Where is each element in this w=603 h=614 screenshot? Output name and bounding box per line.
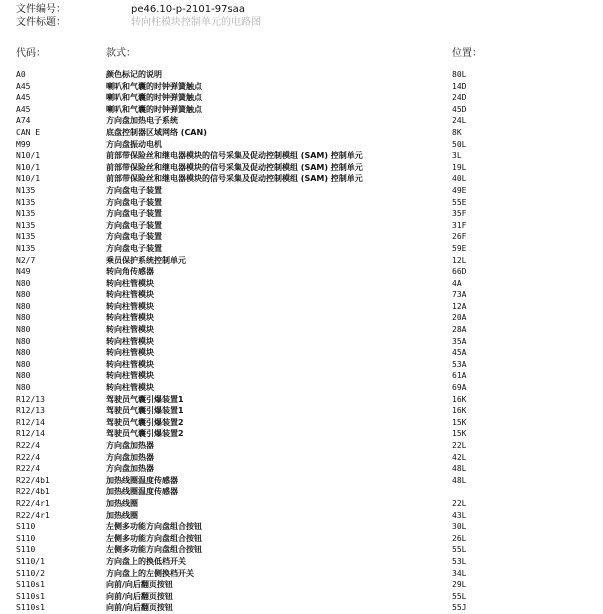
column-header-description: 款式： (106, 48, 136, 59)
table-row (0, 475, 603, 487)
table-row (0, 92, 603, 104)
row-location: 45A (452, 348, 467, 358)
row-location: 55J (452, 603, 467, 613)
row-code: S110/2 (16, 568, 45, 578)
row-code: A45 (16, 81, 31, 91)
row-location: 42L (452, 452, 467, 462)
table-row (0, 568, 603, 580)
row-description: 驾驶员气囊引爆装置2 (106, 417, 184, 427)
row-description: 方向盘加热器 (106, 441, 154, 450)
row-description: 乘员保护系统控制单元 (106, 255, 186, 265)
row-location: 24D (452, 93, 467, 103)
row-location: 16K (452, 394, 467, 404)
row-code: S110 (16, 533, 36, 543)
table-row (0, 533, 603, 545)
row-code: N80 (16, 359, 31, 369)
table-row (0, 428, 603, 440)
doc-title-label: 文件标题： (16, 17, 66, 28)
row-location: 26L (452, 533, 467, 543)
row-code: M99 (16, 139, 31, 149)
table-row (0, 394, 603, 406)
row-code: N80 (16, 371, 31, 381)
row-location: 12L (452, 255, 467, 265)
row-code: R22/4 (16, 452, 41, 462)
row-code: R12/14 (16, 417, 45, 427)
row-code: S110 (16, 522, 36, 532)
table-row (0, 289, 603, 301)
row-description: 加热线圈 (106, 498, 138, 508)
column-header-code: 代码： (16, 48, 46, 59)
table-row (0, 312, 603, 324)
table-row (0, 544, 603, 556)
row-code: A45 (16, 93, 31, 103)
row-location: 53A (452, 359, 467, 369)
row-code: R12/13 (16, 406, 45, 416)
row-description: 驾驶员气囊引爆装置1 (106, 406, 184, 416)
row-location: 4A (452, 278, 462, 288)
row-description: 方向盘电子装置 (106, 243, 162, 253)
table-row (0, 139, 603, 151)
row-location: 55E (452, 197, 467, 207)
row-location: 80L (452, 70, 467, 79)
table-row (0, 452, 603, 464)
row-description: 前部带保险丝和继电器模块的信号采集及促动控制模组 (SAM) 控制单元 (106, 151, 363, 161)
table-row (0, 359, 603, 371)
row-code: R22/4r1 (16, 510, 50, 520)
row-code: R22/4b1 (16, 487, 50, 497)
row-code: N135 (16, 185, 36, 195)
row-description: 方向盘电子装置 (106, 197, 162, 207)
table-row (0, 405, 603, 417)
row-code: A74 (16, 116, 31, 126)
row-code: S110s1 (16, 603, 45, 613)
doc-number-label: 文件编号： (16, 4, 66, 15)
row-description: 方向盘振动电机 (106, 139, 162, 149)
row-description: 方向盘加热电子系统 (106, 116, 178, 126)
row-description: 左侧多功能方向盘组合按钮 (106, 545, 202, 555)
table-row (0, 440, 603, 452)
row-code: N49 (16, 267, 31, 277)
row-code: N80 (16, 313, 31, 323)
row-location: 55L (452, 591, 467, 601)
row-code: N135 (16, 197, 36, 207)
table-row (0, 510, 603, 522)
row-description: 喇叭和气囊的时钟弹簧触点 (106, 104, 202, 114)
row-description: 方向盘上的换低档开关 (106, 556, 186, 566)
row-code: N135 (16, 243, 36, 253)
row-location: 61A (452, 371, 467, 381)
table-row (0, 486, 603, 498)
row-description: 方向盘加热器 (106, 464, 154, 474)
row-location: 3L (452, 151, 462, 161)
row-description: 转向柱管模块 (106, 383, 154, 393)
table-row (0, 208, 603, 220)
table-row (0, 185, 603, 197)
row-code: A45 (16, 104, 31, 114)
row-location: 26F (452, 232, 467, 242)
row-code: N80 (16, 290, 31, 300)
row-description: 驾驶员气囊引爆装置1 (106, 394, 184, 404)
row-description: 前部带保险丝和继电器模块的信号采集及促动控制模组 (SAM) 控制单元 (106, 162, 363, 172)
doc-title-value: 转向柱模块控制单元的电路图 (131, 17, 261, 28)
row-location: 22L (452, 441, 467, 450)
row-location: 30L (452, 522, 467, 532)
table-row (0, 463, 603, 475)
row-description: 向前/向后翻页按钮 (106, 580, 173, 590)
row-code: N10/1 (16, 151, 41, 161)
row-description: 方向盘加热器 (106, 452, 154, 462)
table-row (0, 255, 603, 267)
row-description: 转向柱管模块 (106, 325, 154, 335)
row-description: 颜色标记的说明 (106, 70, 162, 79)
row-code: R12/13 (16, 394, 45, 404)
row-description: 驾驶员气囊引爆装置2 (106, 429, 184, 439)
row-location: 14D (452, 81, 467, 91)
table-row (0, 162, 603, 174)
table-row (0, 81, 603, 93)
row-location: 55L (452, 545, 467, 555)
row-location: 16K (452, 406, 467, 416)
row-description: 转向柱管模块 (106, 313, 154, 323)
row-description: 底盘控制器区域网络 (CAN) (106, 127, 207, 137)
row-location: 28A (452, 325, 467, 335)
row-location: 8K (452, 127, 462, 137)
row-description: 加热线圈 (106, 510, 138, 520)
row-description: 左侧多功能方向盘组合按钮 (106, 533, 202, 543)
table-row (0, 278, 603, 290)
row-description: 喇叭和气囊的时钟弹簧触点 (106, 93, 202, 103)
row-description: 向前/向后翻页按钮 (106, 603, 173, 613)
row-code: CAN E (16, 127, 41, 137)
row-code: N80 (16, 278, 31, 288)
row-description: 转向柱管模块 (106, 348, 154, 358)
row-code: N80 (16, 325, 31, 335)
row-code: N80 (16, 383, 31, 393)
row-code: N80 (16, 301, 31, 311)
table-row (0, 266, 603, 278)
row-description: 转向角传感器 (106, 267, 154, 277)
row-description: 前部带保险丝和继电器模块的信号采集及促动控制模组 (SAM) 控制单元 (106, 174, 363, 184)
row-description: 加热线圈温度传感器 (106, 475, 178, 485)
row-code: N10/1 (16, 162, 41, 172)
row-code: N135 (16, 232, 36, 242)
table-row (0, 579, 603, 591)
row-location: 49E (452, 185, 467, 195)
table-row (0, 197, 603, 209)
row-description: 向前/向后翻页按钮 (106, 591, 173, 601)
table-row (0, 591, 603, 603)
row-description: 左侧多功能方向盘组合按钮 (106, 522, 202, 532)
table-row (0, 115, 603, 127)
table-row (0, 173, 603, 185)
table-row (0, 127, 603, 139)
row-code: R22/4b1 (16, 475, 50, 485)
row-location: 66D (452, 267, 467, 277)
row-code: N10/1 (16, 174, 41, 184)
row-location: 24L (452, 116, 467, 126)
row-location: 53L (452, 556, 467, 566)
row-description: 转向柱管模块 (106, 301, 154, 311)
row-code: S110 (16, 545, 36, 555)
row-code: N80 (16, 348, 31, 358)
row-location: 73A (452, 290, 467, 300)
table-row (0, 150, 603, 162)
row-code: A0 (16, 70, 26, 79)
row-location: 15K (452, 429, 467, 439)
row-location: 40L (452, 174, 467, 184)
row-code: S110s1 (16, 591, 45, 601)
row-location: 43L (452, 510, 467, 520)
row-location: 15K (452, 417, 467, 427)
row-location: 48L (452, 464, 467, 474)
row-location: 34L (452, 568, 467, 578)
row-location: 59E (452, 243, 467, 253)
row-description: 方向盘电子装置 (106, 185, 162, 195)
row-location: 12A (452, 301, 467, 311)
row-code: R12/14 (16, 429, 45, 439)
table-row (0, 231, 603, 243)
row-code: N135 (16, 220, 36, 230)
row-code: S110/1 (16, 556, 45, 566)
row-location: 19L (452, 162, 467, 172)
table-row (0, 301, 603, 313)
row-description: 喇叭和气囊的时钟弹簧触点 (106, 81, 202, 91)
row-code: S110s1 (16, 580, 45, 590)
table-row (0, 324, 603, 336)
row-location: 35F (452, 209, 467, 219)
row-location: 50L (452, 139, 467, 149)
row-code: N135 (16, 209, 36, 219)
row-location: 22L (452, 498, 467, 508)
table-row (0, 336, 603, 348)
row-code: N80 (16, 336, 31, 346)
row-location: 31F (452, 220, 467, 230)
doc-number-value: pe46.10-p-2101-97saa (131, 4, 245, 15)
table-row (0, 382, 603, 394)
table-row (0, 498, 603, 510)
row-description: 方向盘电子装置 (106, 220, 162, 230)
table-row (0, 417, 603, 429)
column-header-location: 位置： (452, 48, 482, 59)
row-description: 转向柱管模块 (106, 371, 154, 381)
row-location: 45D (452, 104, 467, 114)
table-row (0, 347, 603, 359)
row-code: R22/4 (16, 464, 41, 474)
table-row (0, 602, 603, 614)
component-table (0, 69, 603, 614)
table-row (0, 370, 603, 382)
table-row (0, 243, 603, 255)
table-row (0, 220, 603, 232)
row-description: 转向柱管模块 (106, 290, 154, 300)
row-description: 方向盘电子装置 (106, 209, 162, 219)
table-row (0, 69, 603, 81)
row-description: 转向柱管模块 (106, 336, 154, 346)
row-location: 35A (452, 336, 467, 346)
row-location: 20A (452, 313, 467, 323)
row-description: 转向柱管模块 (106, 278, 154, 288)
row-location: 69A (452, 383, 467, 393)
row-description: 方向盘电子装置 (106, 232, 162, 242)
row-description: 方向盘上的左侧换档开关 (106, 568, 194, 578)
row-code: R22/4 (16, 441, 41, 450)
row-description: 加热线圈温度传感器 (106, 487, 178, 497)
table-row (0, 556, 603, 568)
table-row (0, 104, 603, 116)
row-description: 转向柱管模块 (106, 359, 154, 369)
row-code: R22/4r1 (16, 498, 50, 508)
row-code: N2/7 (16, 255, 36, 265)
row-location: 29L (452, 580, 467, 590)
table-row (0, 521, 603, 533)
row-location: 48L (452, 475, 467, 485)
